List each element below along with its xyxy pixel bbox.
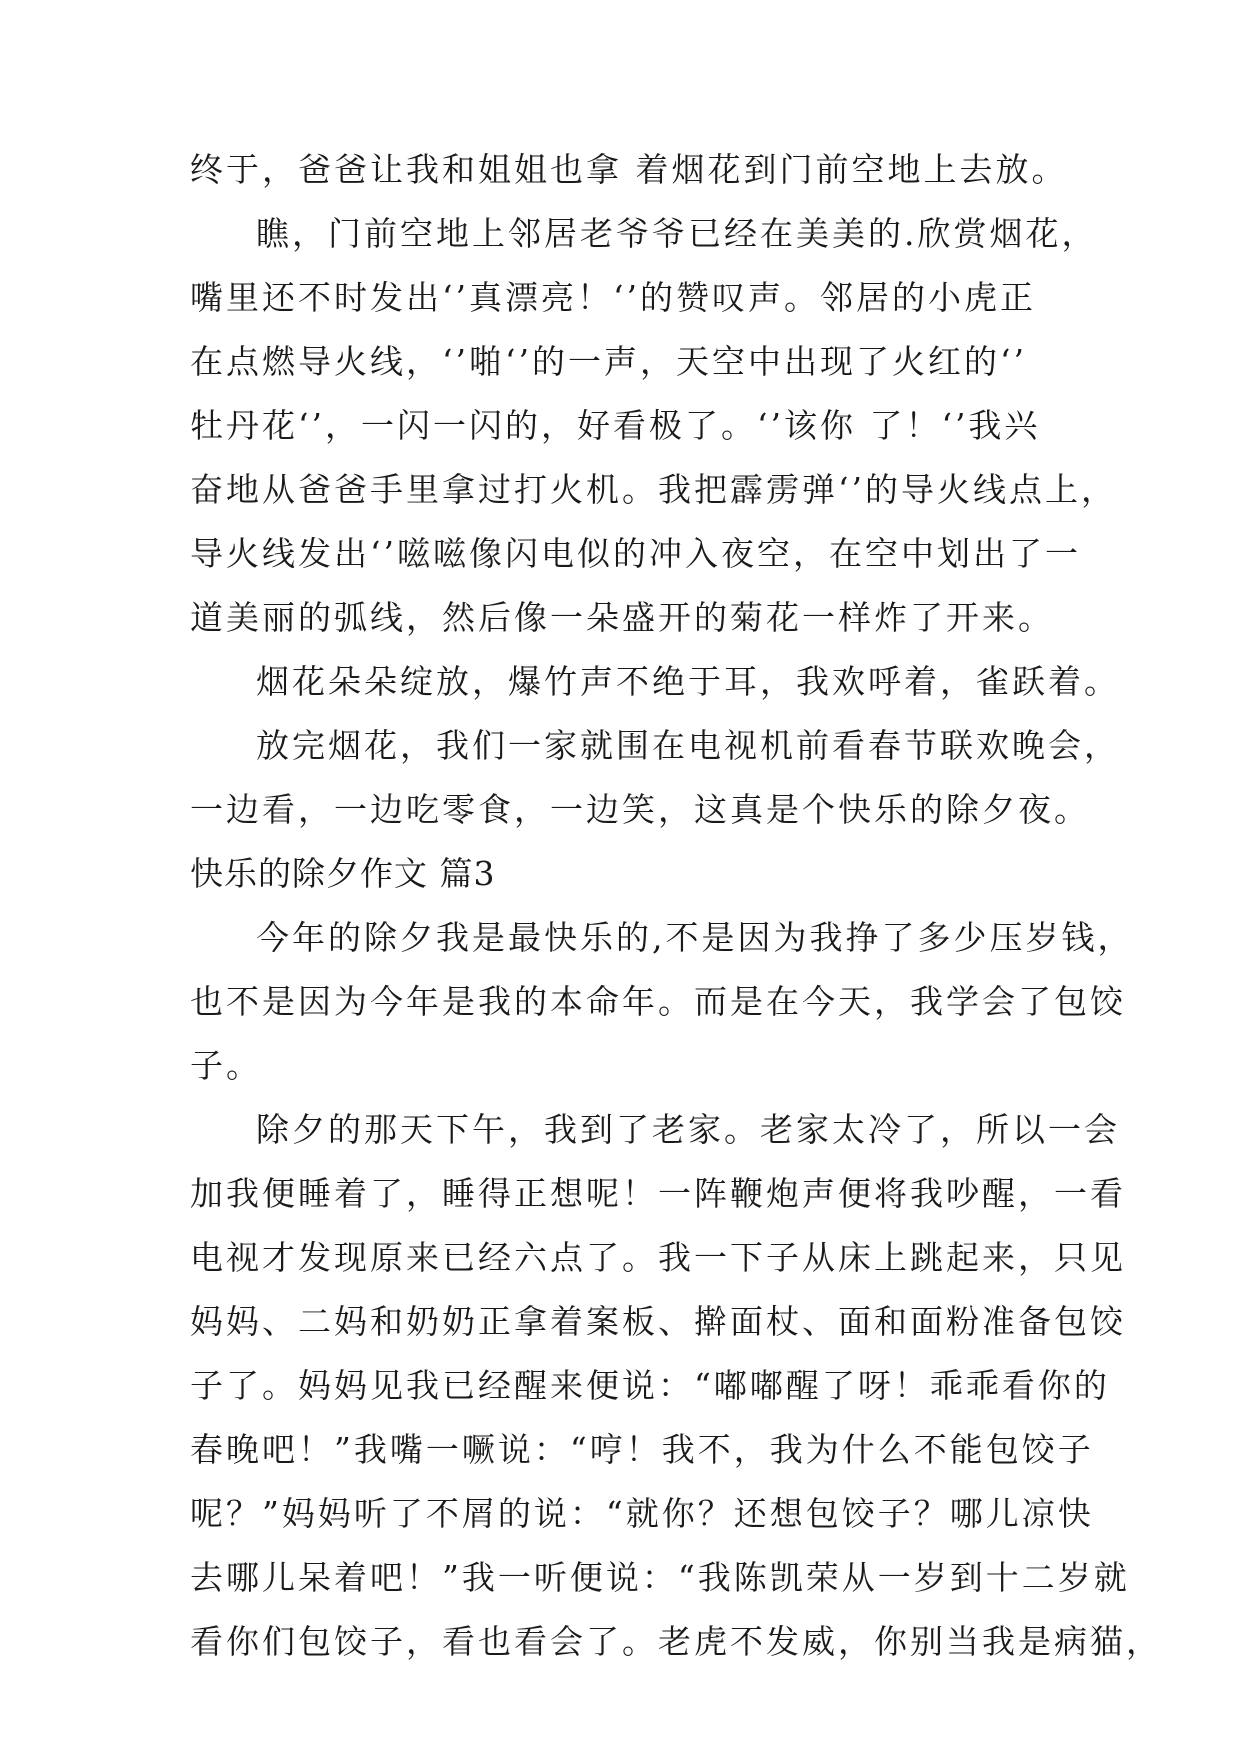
paragraph-line: 放完烟花，我们一家就围在电视机前看春节联欢晚会，	[256, 726, 1120, 765]
paragraph-line: 看你们包饺子，看也看会了。老虎不发威，你别当我是病猫，	[190, 1622, 1162, 1661]
paragraph-line: 终于，爸爸让我和姐姐也拿 着烟花到门前空地上去放。	[190, 150, 1068, 189]
paragraph-line: 去哪儿呆着吧！”我一听便说：“我陈凯荣从一岁到十二岁就	[190, 1558, 1130, 1597]
paragraph-line: 子了。妈妈见我已经醒来便说：“嘟嘟醒了呀！乖乖看你的	[190, 1366, 1110, 1405]
paragraph-line: 除夕的那天下午，我到了老家。老家太冷了，所以一会	[256, 1110, 1120, 1149]
paragraph-line: 道美丽的弧线，然后像一朵盛开的菊花一样炸了开来。	[190, 598, 1054, 637]
paragraph-line: 烟花朵朵绽放，爆竹声不绝于耳，我欢呼着，雀跃着。	[256, 662, 1120, 701]
paragraph-line: 加我便睡着了，睡得正想呢！一阵鞭炮声便将我吵醒，一看	[190, 1174, 1126, 1213]
paragraph-line: 牡丹花‘’，一闪一闪的，好看极了。‘’该你 了！‘’我兴	[190, 406, 1041, 445]
paragraph-line: 也不是因为今年是我的本命年。而是在今天，我学会了包饺	[190, 982, 1126, 1021]
paragraph-line: 电视才发现原来已经六点了。我一下子从床上跳起来，只见	[190, 1238, 1126, 1277]
paragraph-line: 妈妈、二妈和奶奶正拿着案板、擀面杖、面和面粉准备包饺	[190, 1302, 1126, 1341]
paragraph-line: 奋地从爸爸手里拿过打火机。我把霹雳弹‘’的导火线点上，	[190, 470, 1117, 509]
paragraph-line: 今年的除夕我是最快乐的,不是因为我挣了多少压岁钱，	[256, 918, 1134, 957]
paragraph-line: 嘴里还不时发出‘’真漂亮！‘’的赞叹声。邻居的小虎正	[190, 278, 1036, 317]
paragraph-line: 在点燃导火线，‘’啪‘’的一声，天空中出现了火红的‘’	[190, 342, 1027, 381]
section-heading: 快乐的除夕作文 篇3	[190, 854, 496, 893]
paragraph-line: 春晚吧！”我嘴一噘说：“哼！我不，我为什么不能包饺子	[190, 1430, 1094, 1469]
paragraph-line: 呢？”妈妈听了不屑的说：“就你？还想包饺子？哪儿凉快	[190, 1494, 1094, 1533]
paragraph-line: 子。	[190, 1046, 262, 1085]
paragraph-line: 导火线发出‘’嗞嗞像闪电似的冲入夜空，在空中划出了一	[190, 534, 1081, 573]
paragraph-line: 一边看，一边吃零食，一边笑，这真是个快乐的除夕夜。	[190, 790, 1090, 829]
paragraph-line: 瞧，门前空地上邻居老爷爷已经在美美的.欣赏烟花，	[256, 214, 1098, 253]
